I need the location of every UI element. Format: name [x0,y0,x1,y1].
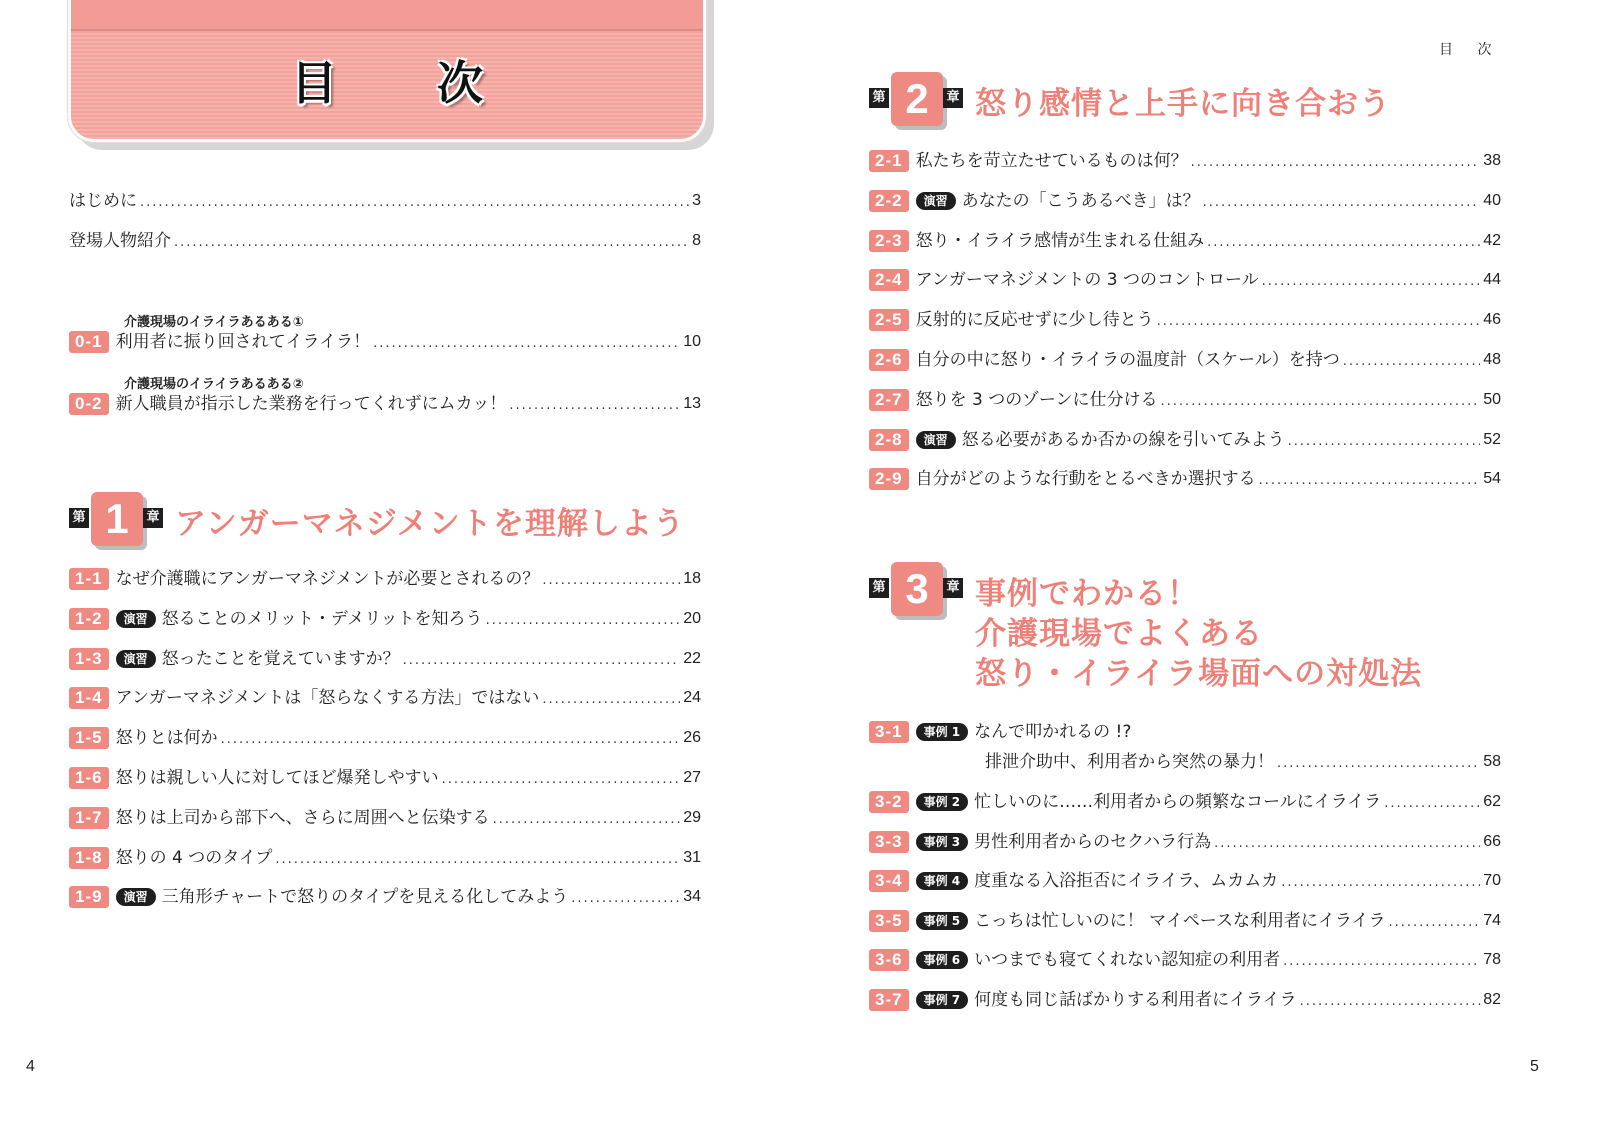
toc-entry-label: あなたの「こうあるべき」は？ [961,190,1200,211]
toc-page-number: 46 [1483,311,1501,329]
section-number-badge: 2-9 [869,468,909,490]
section-number-badge: 2-5 [869,309,909,331]
page-title: 目 次 [290,56,525,110]
toc-page-number: 8 [692,232,701,249]
page-number-right: 5 [1530,1058,1539,1075]
toc-page-number: 62 [1483,793,1501,810]
toc-entry-label: アンガーマネジメントの 3 つのコントロール [915,270,1259,291]
leader-dots [571,886,680,912]
toc-page-number: 66 [1483,832,1501,850]
leader-dots [1288,429,1481,455]
toc-entry-1-5[interactable] [69,725,701,751]
toc-entry-label: 何度も同じ話ばかりする利用者にイライラ [974,990,1297,1010]
toc-entry-label: 度重なる入浴拒否にイライラ、ムカムカ [974,871,1279,892]
leader-dots [1191,150,1481,176]
running-head: 目 次 [1439,42,1502,58]
toc-page-number: 10 [683,333,701,350]
toc-entry-0-2[interactable] [69,391,701,417]
leader-dots [509,393,680,419]
toc-page-number: 54 [1483,470,1501,488]
toc-entry-label: 忙しいのに……利用者からの頻繁なコールにイライラ [974,792,1382,812]
toc-page-number: 20 [683,609,701,627]
toc-entry-1-1[interactable] [69,566,701,592]
entry-type-tag: 事例 4 [916,872,969,890]
toc-entry-label: 怒りとは何か [115,728,218,749]
toc-entry-1-6[interactable] [69,765,701,791]
toc-entry-label: 排泄介助中、利用者から突然の暴力！ [985,752,1274,772]
toc-entry-label: なんで叩かれるの !? [974,722,1132,742]
entry-type-tag: 演習 [116,650,156,668]
toc-entry-3-3[interactable] [869,829,1501,855]
leader-dots [486,608,681,634]
toc-entry-label: 反射的に反応せずに少し待とう [915,310,1154,331]
leader-dots [1161,389,1481,415]
leader-dots [1300,989,1481,1015]
toc-entry-2-9[interactable] [869,466,1501,492]
toc-entry-1-2[interactable] [69,606,701,632]
toc-entry-3-6[interactable] [869,947,1501,973]
toc-entry-label: こっちは忙しいのに！ マイペースな利用者にイライラ [974,910,1386,931]
toc-page-number: 70 [1483,872,1501,890]
toc-page-number: 29 [683,808,701,826]
entry-type-tag: 事例 5 [916,912,969,930]
toc-entry-label: 怒る必要があるか否かの線を引いてみよう [961,429,1285,450]
section-number-badge: 1-7 [69,807,109,829]
chapter-title-line: 事例でわかる！ [975,576,1199,612]
toc-entry-3-2[interactable] [869,789,1501,815]
toc-entry-label: 自分がどのような行動をとるべきか選択する [915,469,1256,490]
toc-entry-label: 男性利用者からのセクハラ行為 [974,831,1212,852]
toc-entry-label: 怒りを 3 つのゾーンに仕分ける [915,389,1158,410]
toc-entry-intro[interactable] [69,188,701,214]
toc-entry-0-1[interactable] [69,329,701,355]
section-number-badge: 0-1 [69,331,109,353]
entry-type-tag: 事例 7 [916,991,969,1009]
section-number-badge: 1-2 [69,608,109,630]
leader-dots [1157,309,1481,335]
chapter-prefix: 第 [869,578,889,598]
toc-entry-label: 自分の中に怒り・イライラの温度計（スケール）を持つ [915,350,1340,370]
chapter-prefix: 第 [69,508,89,528]
section-number-badge: 2-6 [869,349,909,371]
toc-entry-3-1[interactable] [869,719,1501,745]
toc-page-number: 34 [683,888,701,906]
leader-dots [442,767,681,793]
entry-type-tag: 事例 6 [916,951,969,969]
leader-dots [1277,751,1480,777]
toc-entry-label: 三角形チャートで怒りのタイプを見える化してみよう [161,887,569,908]
toc-entry-label: いつまでも寝てくれない認知症の利用者 [974,950,1281,971]
leader-dots [1384,791,1480,817]
section-number-badge: 3-4 [869,870,909,892]
section-number-badge: 2-1 [869,150,909,172]
toc-title-banner [68,0,706,142]
toc-entry-2-3[interactable] [869,228,1501,254]
toc-page-number: 42 [1483,231,1501,249]
toc-page-number: 18 [683,570,701,587]
toc-entry-3-4[interactable] [869,868,1501,894]
toc-entry-label: 登場人物紹介 [69,231,171,251]
entry-type-tag: 事例 2 [916,793,969,811]
leader-dots [1203,190,1481,216]
entry-type-tag: 事例 3 [916,833,969,851]
toc-page-number: 50 [1483,390,1501,408]
entry-type-tag: 事例 1 [916,723,969,741]
toc-entry-1-8[interactable] [69,845,701,871]
section-number-badge: 2-4 [869,269,909,291]
leader-dots [373,331,680,357]
entry-type-tag: 演習 [916,192,956,210]
toc-entry-label: 怒りの 4 つのタイプ [115,847,273,868]
toc-page-number: 44 [1483,271,1501,289]
leader-dots [542,687,680,713]
leader-dots [1262,269,1481,295]
right-page [800,0,1600,1135]
toc-entry-label: 新人職員が指示した業務を行ってくれずにムカッ！ [115,394,507,414]
toc-entry-label: 私たちを苛立たせているものは何？ [915,151,1188,171]
toc-entry-2-7[interactable] [869,387,1501,413]
toc-entry-2-4[interactable] [869,267,1501,293]
toc-entry-label: はじめに [69,191,137,211]
entry-type-tag: 演習 [916,431,956,449]
toc-page-number: 58 [1483,753,1501,770]
section-number-badge: 2-2 [869,190,909,212]
leader-dots [1343,349,1480,375]
section-number-badge: 3-7 [869,989,909,1011]
toc-entry-2-5[interactable] [869,307,1501,333]
section-number-badge: 1-9 [69,886,109,908]
toc-page-number: 78 [1483,951,1501,969]
section-number-badge: 3-3 [869,831,909,853]
section-number-badge: 1-8 [69,847,109,869]
section-number-badge: 1-5 [69,727,109,749]
toc-page-number: 82 [1483,991,1501,1008]
toc-entry-continuation[interactable] [985,749,1501,775]
leader-dots [1259,468,1481,494]
section-number-badge: 3-2 [869,791,909,813]
leader-dots [1388,910,1480,936]
section-number-badge: 3-5 [869,910,909,932]
leader-dots [403,648,681,674]
chapter-title: 怒り感情と上手に向き合おう [975,86,1391,122]
toc-entry-label: 怒りは上司から部下へ、さらに周囲へと伝染する [115,807,490,828]
toc-entry-2-2[interactable] [869,188,1501,214]
leader-dots [1281,870,1480,896]
leader-dots [1283,949,1480,975]
section-number-badge: 2-8 [869,429,909,451]
toc-page-number: 52 [1483,430,1501,448]
section-number-badge: 1-3 [69,648,109,670]
toc-page-number: 22 [683,649,701,667]
toc-page-number: 38 [1483,152,1501,169]
section-number-badge: 1-4 [69,687,109,709]
toc-page-number: 26 [683,729,701,747]
section-number-badge: 2-7 [869,389,909,411]
page-number-left: 4 [26,1058,35,1075]
section-number-badge: 0-2 [69,393,109,415]
toc-entry-label: 怒ったことを覚えていますか？ [161,648,400,669]
leader-dots [493,807,681,833]
section-number-badge: 3-1 [869,721,909,743]
toc-page-number: 31 [683,848,701,866]
toc-entry-label: 怒りは親しい人に対してほど爆発しやすい [115,768,439,788]
leader-dots [275,847,680,873]
toc-entry-characters[interactable] [69,228,701,254]
toc-entry-label: 怒ることのメリット・デメリットを知ろう [161,608,483,629]
toc-entry-label: 怒り・イライラ感情が生まれる仕組み [915,230,1205,251]
toc-entry-1-4[interactable] [69,685,701,711]
entry-type-tag: 演習 [116,888,156,906]
chapter-number: 1 [91,492,143,546]
toc-entry-1-3[interactable] [69,646,701,672]
section-number-badge: 3-6 [869,949,909,971]
toc-entry-3-7[interactable] [869,987,1501,1013]
toc-page-number: 74 [1483,911,1501,929]
toc-page-number: 48 [1483,351,1501,368]
toc-entry-2-1[interactable] [869,148,1501,174]
toc-page-number: 40 [1483,191,1501,209]
toc-page-number: 13 [683,395,701,412]
toc-entry-label: アンガーマネジメントは「怒らなくする方法」ではない [115,688,540,709]
chapter-title-line: 怒り・イライラ場面への対処法 [975,656,1423,692]
leader-dots [140,190,689,216]
toc-entry-2-8[interactable] [869,427,1501,453]
toc-page-number: 3 [692,192,701,209]
chapter-suffix: 章 [943,578,963,598]
section-number-badge: 1-6 [69,767,109,789]
leader-dots [1207,230,1480,256]
toc-entry-sublabel: 介護現場のイライラあるある① [124,315,304,330]
toc-entry-1-9[interactable] [69,884,701,910]
leader-dots [1214,831,1480,857]
chapter-prefix: 第 [869,88,889,108]
toc-page-number: 24 [683,689,701,707]
toc-entry-sublabel: 介護現場のイライラあるある② [124,377,304,392]
leader-dots [174,230,689,256]
toc-entry-1-7[interactable] [69,805,701,831]
leader-dots [542,568,680,594]
toc-entry-label: なぜ介護職にアンガーマネジメントが必要とされるの？ [115,569,540,589]
chapter-suffix: 章 [943,88,963,108]
entry-type-tag: 演習 [116,610,156,628]
section-number-badge: 2-3 [869,230,909,252]
toc-page-number: 27 [683,769,701,786]
chapter-title: アンガーマネジメントを理解しよう [175,506,685,542]
chapter-number: 3 [891,562,943,616]
toc-entry-2-6[interactable] [869,347,1501,373]
toc-entry-3-5[interactable] [869,908,1501,934]
chapter-number: 2 [891,72,943,126]
toc-entry-label: 利用者に振り回されてイライラ！ [115,332,371,352]
chapter-title-line: 介護現場でよくある [975,616,1263,652]
section-number-badge: 1-1 [69,568,109,590]
leader-dots [221,727,681,753]
chapter-suffix: 章 [143,508,163,528]
